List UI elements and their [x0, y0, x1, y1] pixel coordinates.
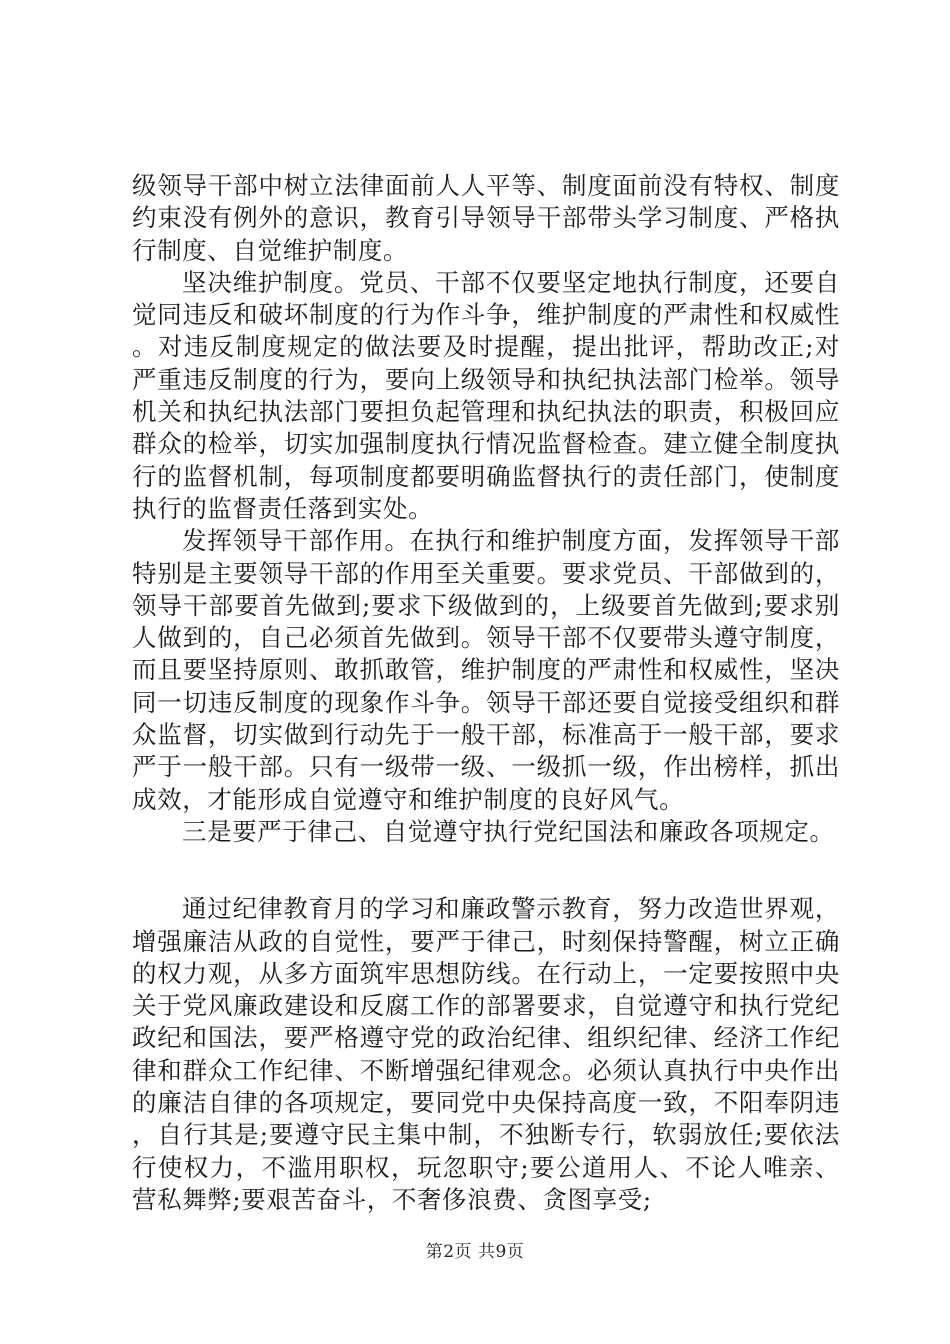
document-body	[132, 170, 840, 1216]
paragraph-leader-role: 发挥领导干部作用。在执行和维护制度方面，发挥领导干部特别是主要领导干部的作用至关重要。要求党员、干部做到的，领导干部要首先做到;要求下级做到的，上级要首先做到;要求别人做到的，自己必须首先做到。领导干部不仅要带头遵守制度，而且要坚持原则、敢抓敢管，维护制度的严肃性和权威性，坚决同一切违反制度的现象作斗争。领导干部还要自觉接受组织和群众监督，切实做到行动先于一般干部，标准高于一般干部，要求严于一般干部。只有一级带一级、一级抓一级，作出榜样，抓出成效，才能形成自觉遵守和维护制度的良好风气。	[132, 526, 840, 814]
paragraph-spacer	[132, 848, 840, 893]
page-footer: 第2页 共9页	[425, 1242, 525, 1262]
paragraph-maintain-system: 坚决维护制度。党员、干部不仅要坚定地执行制度，还要自觉同违反和破坏制度的行为作斗争，维护制度的严肃性和权威性。对违反制度规定的做法要及时提醒，提出批评，帮助改正;对严重违反制度的行为，要向上级领导和执纪执法部门检举。领导机关和执纪执法部门要担负起管理和执纪执法的职责，积极回应群众的检举，切实加强制度执行情况监督检查。建立健全制度执行的监督机制，每项制度都要明确监督执行的责任部门，使制度执行的监督责任落到实处。	[132, 267, 840, 523]
section-heading-self-discipline: 三是要严于律己、自觉遵守执行党纪国法和廉政各项规定。	[182, 816, 835, 846]
paragraph-continuation: 级领导干部中树立法律面前人人平等、制度面前没有特权、制度约束没有例外的意识，教育引导领导干部带头学习制度、严格执行制度、自觉维护制度。	[132, 171, 840, 265]
paragraph-discipline-education: 通过纪律教育月的学习和廉政警示教育，努力改造世界观，增强廉洁从政的自觉性，要严于律己，时刻保持警醒，树立正确的权力观，从多方面筑牢思想防线。在行动上，一定要按照中央关于党风廉政建设和反腐工作的部署要求，自觉遵守和执行党纪政纪和国法，要严格遵守党的政治纪律、组织纪律、经济工作纪律和群众工作纪律、不断增强纪律观念。必须认真执行中央作出的廉洁自律的各项规定，要同党中央保持高度一致，不阳奉阴违，自行其是;要遵守民主集中制，不独断专行，软弱放任;要依法行使权力，不滥用职权，玩忽职守;要公道用人、不论人唯亲、营私舞弊;要艰苦奋斗，不奢侈浪费、贪图享受;	[132, 894, 840, 1214]
